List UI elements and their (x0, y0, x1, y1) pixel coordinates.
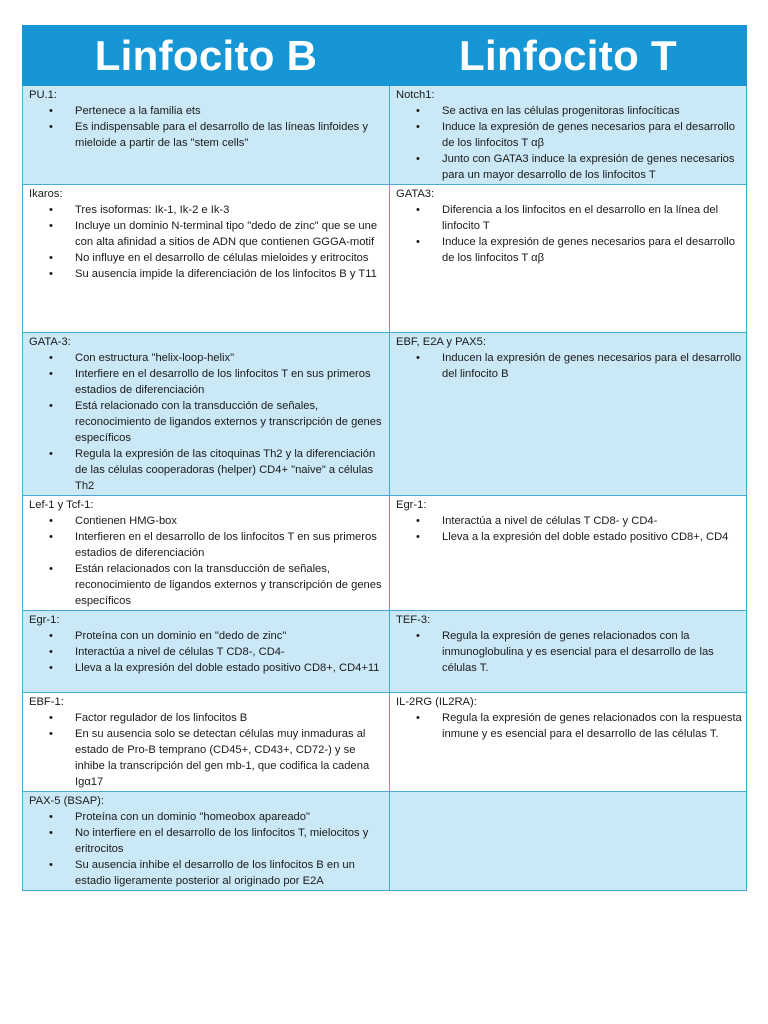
table-cell-right (390, 693, 747, 792)
bullet-item: • Lleva a la expresión del doble estado positivo CD8+, CD4 (396, 529, 742, 545)
bullet-item: • Interactúa a nivel de células T CD8-, CD4- (29, 644, 385, 660)
bullet-list (29, 202, 385, 282)
comparison-table (22, 25, 747, 891)
bullet-list (29, 350, 385, 494)
factor-name: TEF-3: (396, 614, 431, 626)
bullet-item: • Induce la expresión de genes necesarios para el desarrollo de los linfocitos T αβ (396, 119, 742, 151)
bullet-item: • Regula la expresión de las citoquinas Th2 y la diferenciación de las células cooperadoras (helper) CD4+ "naive" a células Th2 (29, 446, 385, 494)
factor-name: GATA-3: (29, 336, 71, 348)
table-row (23, 611, 747, 693)
bullet-list (396, 103, 742, 183)
bullet-item: • Proteína con un dominio en "dedo de zinc" (29, 628, 385, 644)
bullet-item: • Factor regulador de los linfocitos B (29, 710, 385, 726)
table-cell-left (23, 693, 390, 792)
bullet-list (396, 202, 742, 266)
bullet-list (29, 628, 385, 676)
bullet-list (396, 513, 742, 545)
factor-name: IL-2RG (IL2RA): (396, 696, 477, 708)
table-cell-right (390, 86, 747, 185)
table-cell-left (23, 86, 390, 185)
factor-name: Notch1: (396, 89, 435, 101)
bullet-item: • Su ausencia impide la diferenciación de los linfocitos B y T11 (29, 266, 385, 282)
table-row (23, 693, 747, 792)
bullet-item: • Están relacionados con la transducción de señales, reconocimiento de ligandos externos y transcripción de genes específicos (29, 561, 385, 609)
header-linfocito-b: Linfocito B (23, 26, 390, 86)
table-cell-right (390, 496, 747, 611)
bullet-item: • Con estructura "helix-loop-helix" (29, 350, 385, 366)
bullet-item: • Regula la expresión de genes relacionados con la inmunoglobulina y es esencial para el desarrollo de las células T. (396, 628, 742, 676)
table-row (23, 333, 747, 496)
factor-name: Egr-1: (29, 614, 60, 626)
bullet-item: • Interfiere en el desarrollo de los linfocitos T en sus primeros estadios de diferenciación (29, 366, 385, 398)
bullet-item: • En su ausencia solo se detectan células muy inmaduras al estado de Pro-B temprano (CD45+, CD43+, CD72-) y se inhibe la transcripción del gen mb-1, que codifica la cadena Igα17 (29, 726, 385, 790)
bullet-item: • No influye en el desarrollo de células mieloides y eritrocitos (29, 250, 385, 266)
bullet-list (29, 710, 385, 790)
bullet-item: • Lleva a la expresión del doble estado positivo CD8+, CD4+11 (29, 660, 385, 676)
bullet-list (396, 710, 742, 742)
table-cell-left (23, 611, 390, 693)
table-cell-right (390, 185, 747, 333)
bullet-item: • Contienen HMG-box (29, 513, 385, 529)
table-row (23, 185, 747, 333)
table-cell-left (23, 792, 390, 891)
bullet-item: • Induce la expresión de genes necesarios para el desarrollo de los linfocitos T αβ (396, 234, 742, 266)
bullet-item: • Es indispensable para el desarrollo de las líneas linfoides y mieloide a partir de las "stem cells" (29, 119, 385, 151)
bullet-item: • Proteína con un dominio "homeobox apareado" (29, 809, 385, 825)
bullet-item: • Interfieren en el desarrollo de los linfocitos T en sus primeros estadios de diferenciación (29, 529, 385, 561)
table-row (23, 792, 747, 891)
factor-name: EBF-1: (29, 696, 64, 708)
table-cell-right (390, 611, 747, 693)
bullet-item: • Está relacionado con la transducción de señales, reconocimiento de ligandos externos y transcripción de genes específicos (29, 398, 385, 446)
bullet-item: • Interactúa a nivel de células T CD8- y CD4- (396, 513, 742, 529)
table-row (23, 86, 747, 185)
factor-name: GATA3: (396, 188, 435, 200)
bullet-item: • Inducen la expresión de genes necesarios para el desarrollo del linfocito B (396, 350, 742, 382)
table-body (23, 86, 747, 891)
bullet-item: • Diferencia a los linfocitos en el desarrollo en la línea del linfocito T (396, 202, 742, 234)
factor-name: Ikaros: (29, 188, 63, 200)
factor-name: EBF, E2A y PAX5: (396, 336, 486, 348)
header-row (23, 26, 747, 86)
table-cell-left (23, 496, 390, 611)
bullet-item: • Junto con GATA3 induce la expresión de genes necesarios para un mayor desarrollo de los linfocitos T (396, 151, 742, 183)
header-linfocito-t: Linfocito T (390, 26, 747, 86)
bullet-item: • Su ausencia inhibe el desarrollo de los linfocitos B en un estadio ligeramente posterior al originado por E2A (29, 857, 385, 889)
bullet-item: • No interfiere en el desarrollo de los linfocitos T, mielocitos y eritrocitos (29, 825, 385, 857)
table-cell-right (390, 333, 747, 496)
table-row (23, 496, 747, 611)
bullet-list (29, 103, 385, 151)
bullet-item: • Incluye un dominio N-terminal tipo "dedo de zinc" que se une con alta afinidad a sitios de ADN que contienen GGGA-motif (29, 218, 385, 250)
factor-name: Egr-1: (396, 499, 427, 511)
bullet-item: • Pertenece a la familia ets (29, 103, 385, 119)
bullet-list (396, 628, 742, 676)
bullet-item: • Regula la expresión de genes relacionados con la respuesta inmune y es esencial para el desarrollo de las células T. (396, 710, 742, 742)
bullet-list (29, 513, 385, 609)
table-cell-left (23, 185, 390, 333)
bullet-list (29, 809, 385, 889)
bullet-item: • Tres isoformas: Ik-1, Ik-2 e Ik-3 (29, 202, 385, 218)
factor-name: Lef-1 y Tcf-1: (29, 499, 94, 511)
factor-name: PAX-5 (BSAP): (29, 795, 105, 807)
bullet-list (396, 350, 742, 382)
table-cell-right (390, 792, 747, 891)
factor-name: PU.1: (29, 89, 57, 101)
table-cell-left (23, 333, 390, 496)
bullet-item: • Se activa en las células progenitoras linfocíticas (396, 103, 742, 119)
